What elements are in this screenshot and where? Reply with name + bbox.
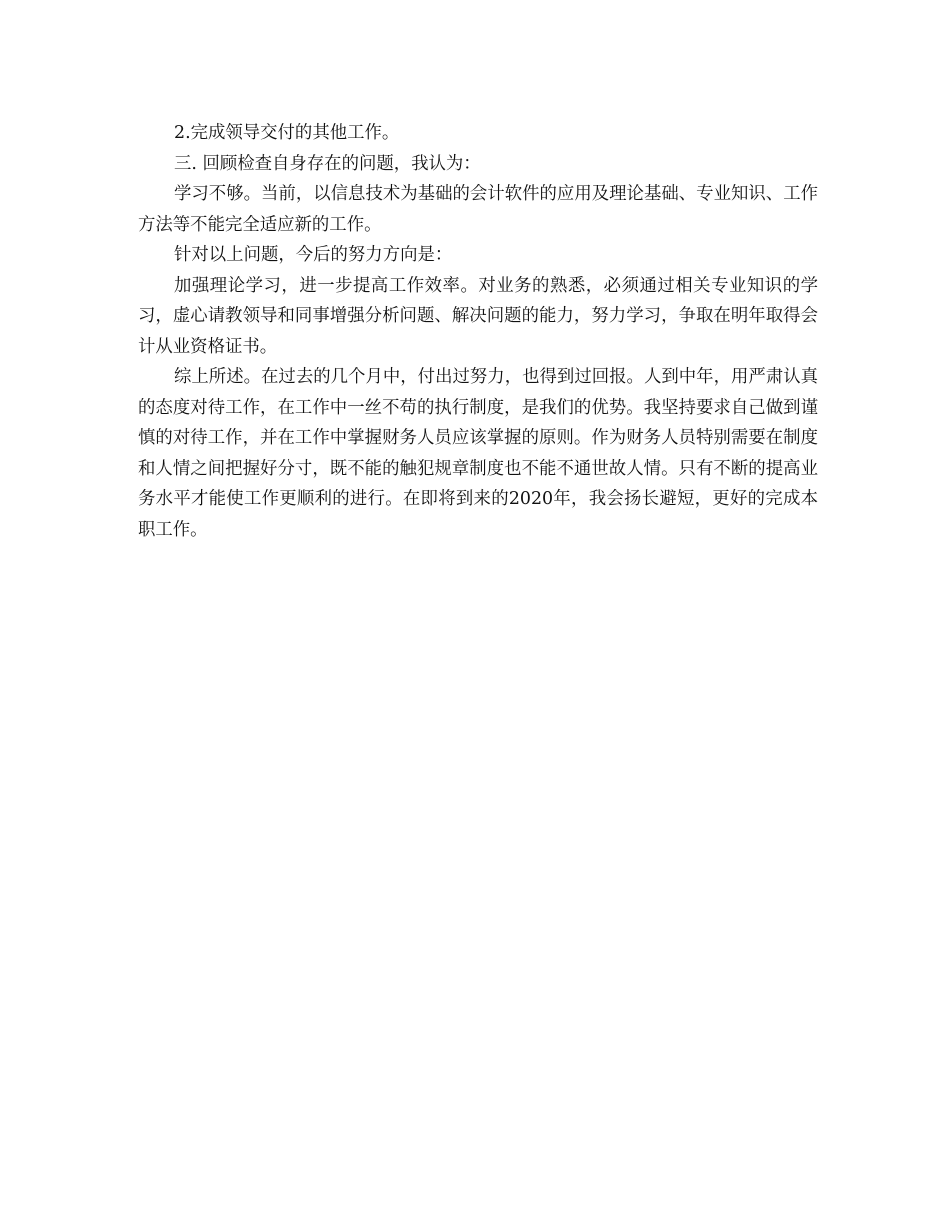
paragraph-problem: 学习不够。当前，以信息技术为基础的会计软件的应用及理论基础、专业知识、工作方法等不能完全适应新的工作。 xyxy=(138,184,818,235)
paragraph-direction-intro: 针对以上问题，今后的努力方向是： xyxy=(174,245,453,265)
paragraph-task-item: 2.完成领导交付的其他工作。 xyxy=(174,123,400,143)
paragraph-section-heading: 三. 回顾检查自身存在的问题，我认为： xyxy=(174,153,481,174)
paragraph-summary: 综上所述。在过去的几个月中，付出过努力，也得到过回报。人到中年，用严肃认真的态度对待工作，在工作中一丝不苟的执行制度，是我们的优势。我坚持要求自己做到谨慎的对待工作，并在工作中掌握财务人员应该掌握的原则。作为财务人员特别需要在制度和人情之间把握好分寸，既不能的触犯规章制度也不能不通世故人情。只有不断的提高业务水平才能使工作更顺利的进行。在即将到来的2020年，我会扬长避短，更好的完成本职工作。 xyxy=(138,367,818,540)
paragraph-improvement: 加强理论学习，进一步提高工作效率。对业务的熟悉，必须通过相关专业知识的学习，虚心请教领导和同事增强分析问题、解决问题的能力，努力学习，争取在明年取得会计从业资格证书。 xyxy=(138,275,818,357)
document-body xyxy=(138,118,818,545)
